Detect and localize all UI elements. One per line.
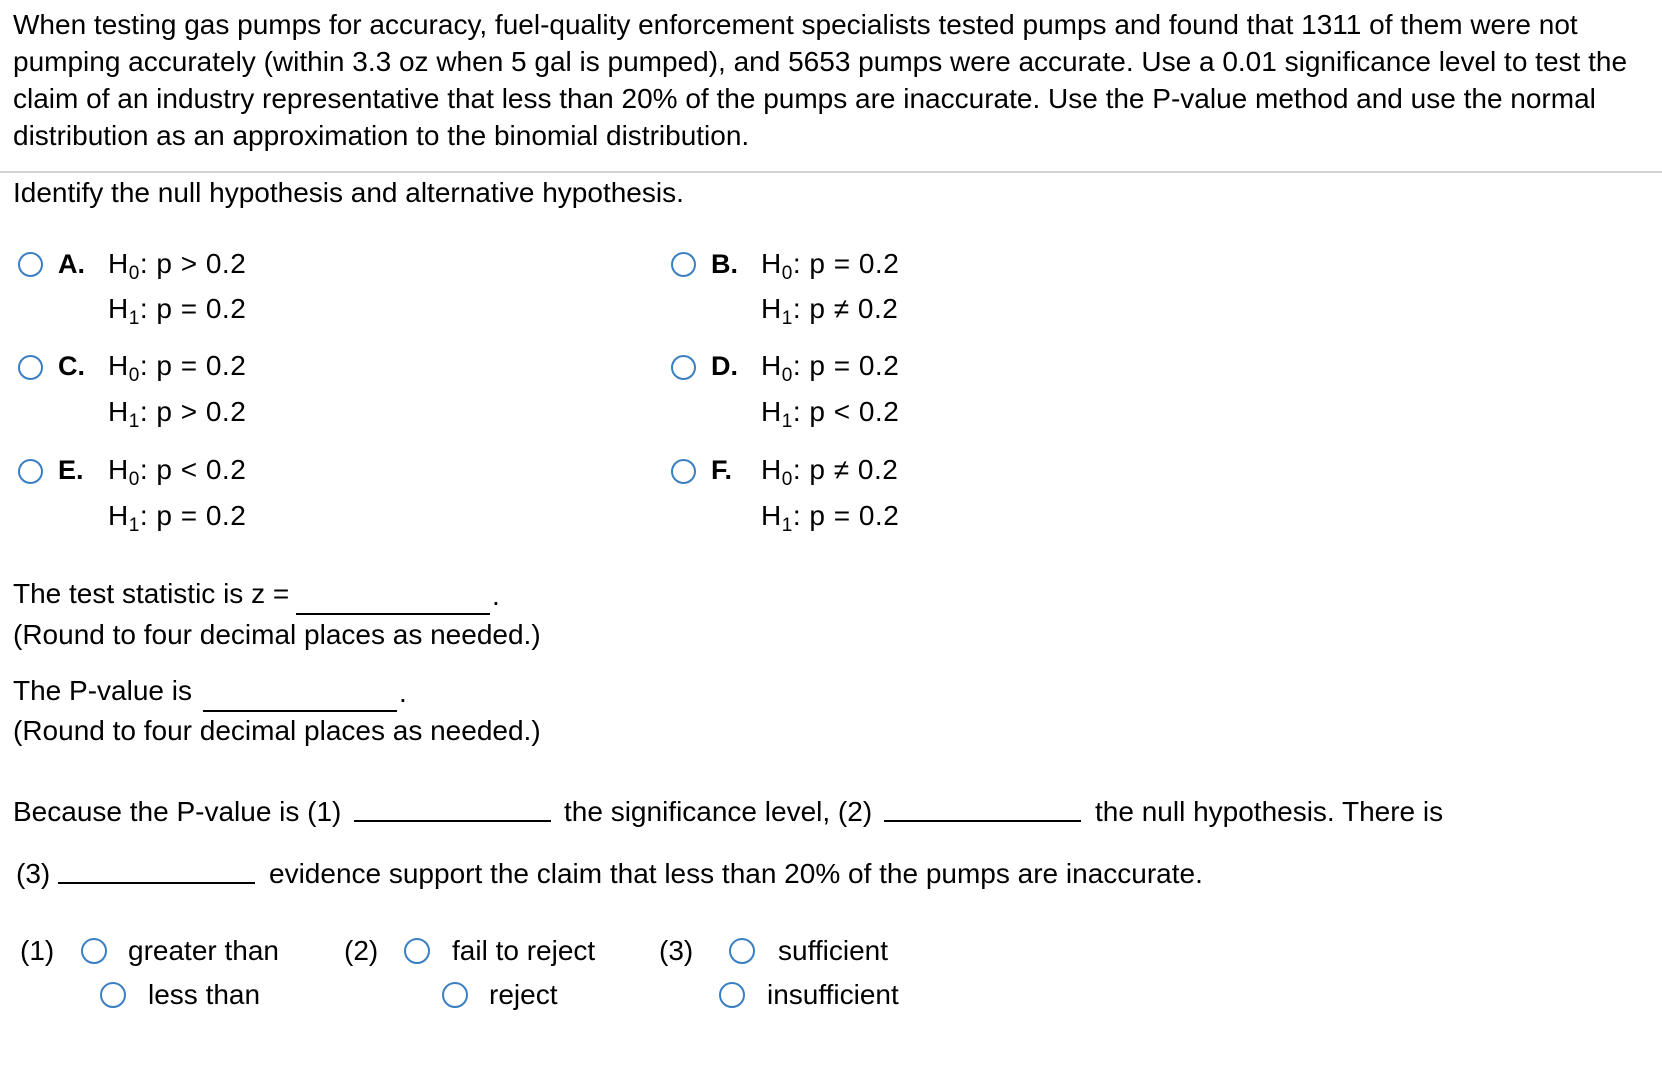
choice-f-h0: $H_0$: p ≠ 0.2 [761, 454, 899, 490]
test-stat-period: . [492, 580, 500, 611]
pvalue-input[interactable] [203, 710, 397, 712]
choice-e-letter: E. [58, 455, 84, 485]
dropdown-1-blank[interactable] [354, 820, 551, 822]
d3-sufficient-label[interactable]: sufficient [778, 935, 888, 966]
d3-insufficient-radio[interactable] [719, 982, 745, 1008]
test-stat-input[interactable] [296, 613, 490, 615]
test-stat-label: The test statistic is z = [13, 578, 290, 609]
section-divider [0, 171, 1662, 173]
d1-less-than-radio[interactable] [100, 982, 126, 1008]
choice-d-letter: D. [711, 351, 738, 381]
choice-f-radio[interactable] [671, 459, 696, 484]
choice-a-h1: $H_1$: p = 0.2 [108, 293, 247, 329]
d2-fail-to-reject-radio[interactable] [404, 938, 430, 964]
choice-e-h0: $H_0$: p < 0.2 [108, 454, 247, 490]
choice-b-h1: $H_1$: p ≠ 0.2 [761, 293, 899, 329]
pvalue-note: (Round to four decimal places as needed.) [13, 715, 541, 746]
choice-f-letter: F. [711, 455, 733, 485]
choice-a-radio[interactable] [18, 252, 43, 277]
dropdown-2-label: (2) [344, 935, 379, 966]
d3-insufficient-label[interactable]: insufficient [767, 979, 899, 1010]
conclusion-part-e: evidence support the claim that less than 20% of the pumps are inaccurate. [269, 858, 1203, 889]
conclusion-part-a: Because the P-value is (1) [13, 796, 342, 827]
choice-c-letter: C. [58, 351, 85, 381]
choice-c-h0: $H_0$: p = 0.2 [108, 350, 247, 386]
d1-greater-than-radio[interactable] [81, 938, 107, 964]
choice-a-h0: $H_0$: p > 0.2 [108, 248, 247, 284]
dropdown-2-blank[interactable] [884, 820, 1081, 822]
d2-reject-label[interactable]: reject [489, 979, 558, 1010]
dropdown-3-blank[interactable] [58, 882, 255, 884]
conclusion-part-c: the null hypothesis. There is [1095, 796, 1444, 827]
pvalue-label: The P-value is [13, 675, 192, 706]
choice-e-radio[interactable] [18, 459, 43, 484]
choice-b-letter: B. [711, 249, 738, 279]
d1-less-than-label[interactable]: less than [148, 979, 261, 1010]
choice-d-h0: $H_0$: p = 0.2 [761, 350, 900, 386]
choice-e-h1: $H_1$: p = 0.2 [108, 500, 247, 536]
choice-b-h0: $H_0$: p = 0.2 [761, 248, 900, 284]
dropdown-3-label: (3) [659, 935, 694, 966]
choice-f-h1: $H_1$: p = 0.2 [761, 500, 900, 536]
question-hypothesis: Identify the null hypothesis and alternative hypothesis. [13, 177, 684, 208]
pvalue-period: . [399, 677, 407, 708]
choice-c-h1: $H_1$: p > 0.2 [108, 396, 247, 432]
conclusion-part-d: (3) [16, 858, 51, 889]
choice-a-letter: A. [58, 249, 85, 279]
conclusion-part-b: the significance level, (2) [564, 796, 873, 827]
test-stat-note: (Round to four decimal places as needed.) [13, 619, 541, 650]
d2-reject-radio[interactable] [442, 982, 468, 1008]
choice-d-radio[interactable] [671, 355, 696, 380]
dropdown-1-label: (1) [20, 935, 55, 966]
d1-greater-than-label[interactable]: greater than [128, 935, 279, 966]
choice-c-radio[interactable] [18, 355, 43, 380]
choice-d-h1: $H_1$: p < 0.2 [761, 396, 900, 432]
d3-sufficient-radio[interactable] [729, 938, 755, 964]
problem-statement: When testing gas pumps for accuracy, fuel-quality enforcement specialists tested pumps and found that 1311 of them were not pumping accurately (within 3.3 oz when 5 gal is pumped), and 5653 pumps were accurate. Use a 0.01 significance level to test the claim of an industry representative that less than 20% of the pumps are inaccurate. Use the P-value method and use the normal distribution as an approximation to the binomial distribution. [13, 9, 1628, 151]
choice-b-radio[interactable] [671, 252, 696, 277]
d2-fail-to-reject-label[interactable]: fail to reject [452, 935, 596, 966]
